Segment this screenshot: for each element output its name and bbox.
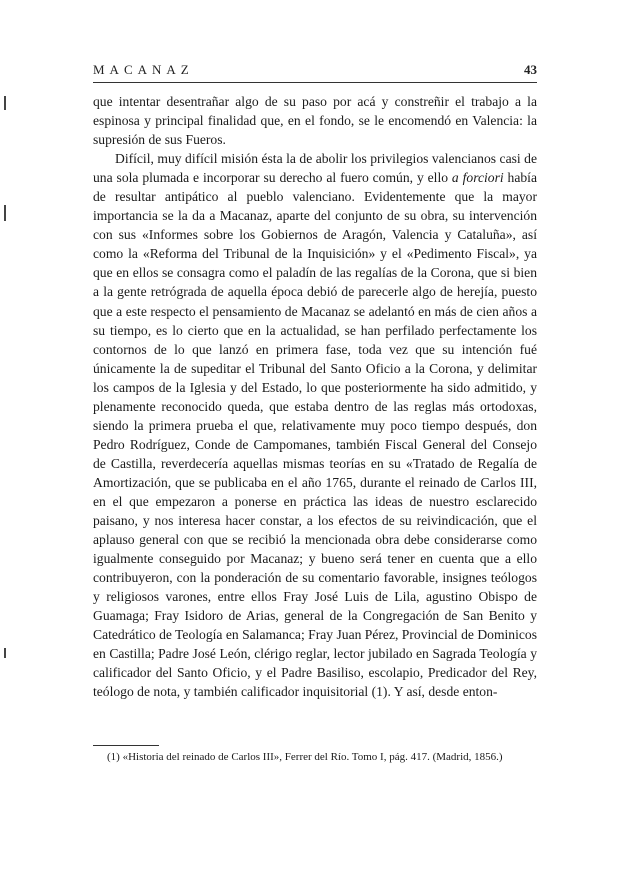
margin-mark xyxy=(4,96,6,110)
running-head: MACANAZ xyxy=(93,62,194,77)
text-span: había de resultar antipático al pueblo valenciano. Evidentemente que la mayor importancia se la da a Macanaz, aparte del conjunto de su obra, su intervención con sus «Informes sobre los Gobiernos de Aragón, Valencia y Cataluña», así como la «Reforma del Tribunal de la Inquisición» y el «Pedimento Fiscal», ya que en ellos se consagra como el paladín de las regalías de la Corona, que si bien a la gente retrógrada de aquella época debió de parecerle algo de herejía, puesto que a este respecto el pensamiento de Macanaz se adelantó en más de cien años a su tiempo, es lo cierto que en la actualidad, se han perfilado perfectamente los contornos de lo que lanzó en primera fase, toda vez que su intención fué únicamente la de supeditar el Tribunal del Santo Oficio a la Corona, y delimitar los campos de la Iglesia y del Estado, lo que posteriormente ha sido admitido, y plenamente reconocido queda, que estaba dentro de las reglas más ortodoxas, siendo la primera prueba el que, relativamente muy poco tiempo después, don Pedro Rodríguez, Conde de Campomanes, también Fiscal General del Consejo de Castilla, reverdecería aquellas mismas teorías en su «Tratado de Regalía de Amortización, que se publicaba en el año 1765, durante el reinado de Carlos III, en el que empezaron a ponerse en práctica las ideas de nuestro esclarecido paisano, y nos interesa hacer constar, a los efectos de su reivindicación, que el aplauso general con que se recibió la mencionada obra debe considerarse como igualmente conseguido por Macanaz; y bueno será tener en cuenta que a ello contribuyeron, con la ponderación de su comentario favorable, insignes teólogos y religiosos varones, entre ellos Fray José Luis de Lila, agustino Obispo de Guamaga; Fray Isidoro de Arias, general de la Congregación de San Benito y Catedrático de Teología en Salamanca; Fray Juan Pérez, Provincial de Dominicos en Castilla; Padre José León, clérigo reglar, lector jubilado en Sagrada Teología y calificador del Santo Oficio, y el Padre Basiliso, escolapio, Predicador del Rey, teólogo de nota, y también calificador inquisitorial (1). Y así, desde enton- xyxy=(93,170,537,700)
italic-phrase: a forciori xyxy=(451,170,504,186)
footnote-rule xyxy=(93,745,159,746)
margin-mark xyxy=(4,648,6,658)
text-span: Difícil, muy difícil misión ésta la de abolir los privilegios valencianos casi de una sola plumada e incorporar su derecho al fuero común, y ello xyxy=(93,151,537,186)
footnote xyxy=(93,750,537,765)
body-text xyxy=(93,92,537,702)
paragraph: que intentar desentrañar algo de su paso por acá y constreñir el trabajo a la espinosa y principal finalidad que, en el fondo, se le encomendó en Valencia: la supresión de sus Fueros. xyxy=(93,94,537,148)
margin-mark xyxy=(4,205,6,221)
page-header xyxy=(93,60,537,82)
footnote-text: (1) «Historia del reinado de Carlos III», Ferrer del Río. Tomo I, pág. 417. (Madrid, 1856.) xyxy=(107,751,503,763)
page-number: 43 xyxy=(524,62,537,77)
paragraph xyxy=(93,149,537,701)
header-rule xyxy=(93,82,537,83)
